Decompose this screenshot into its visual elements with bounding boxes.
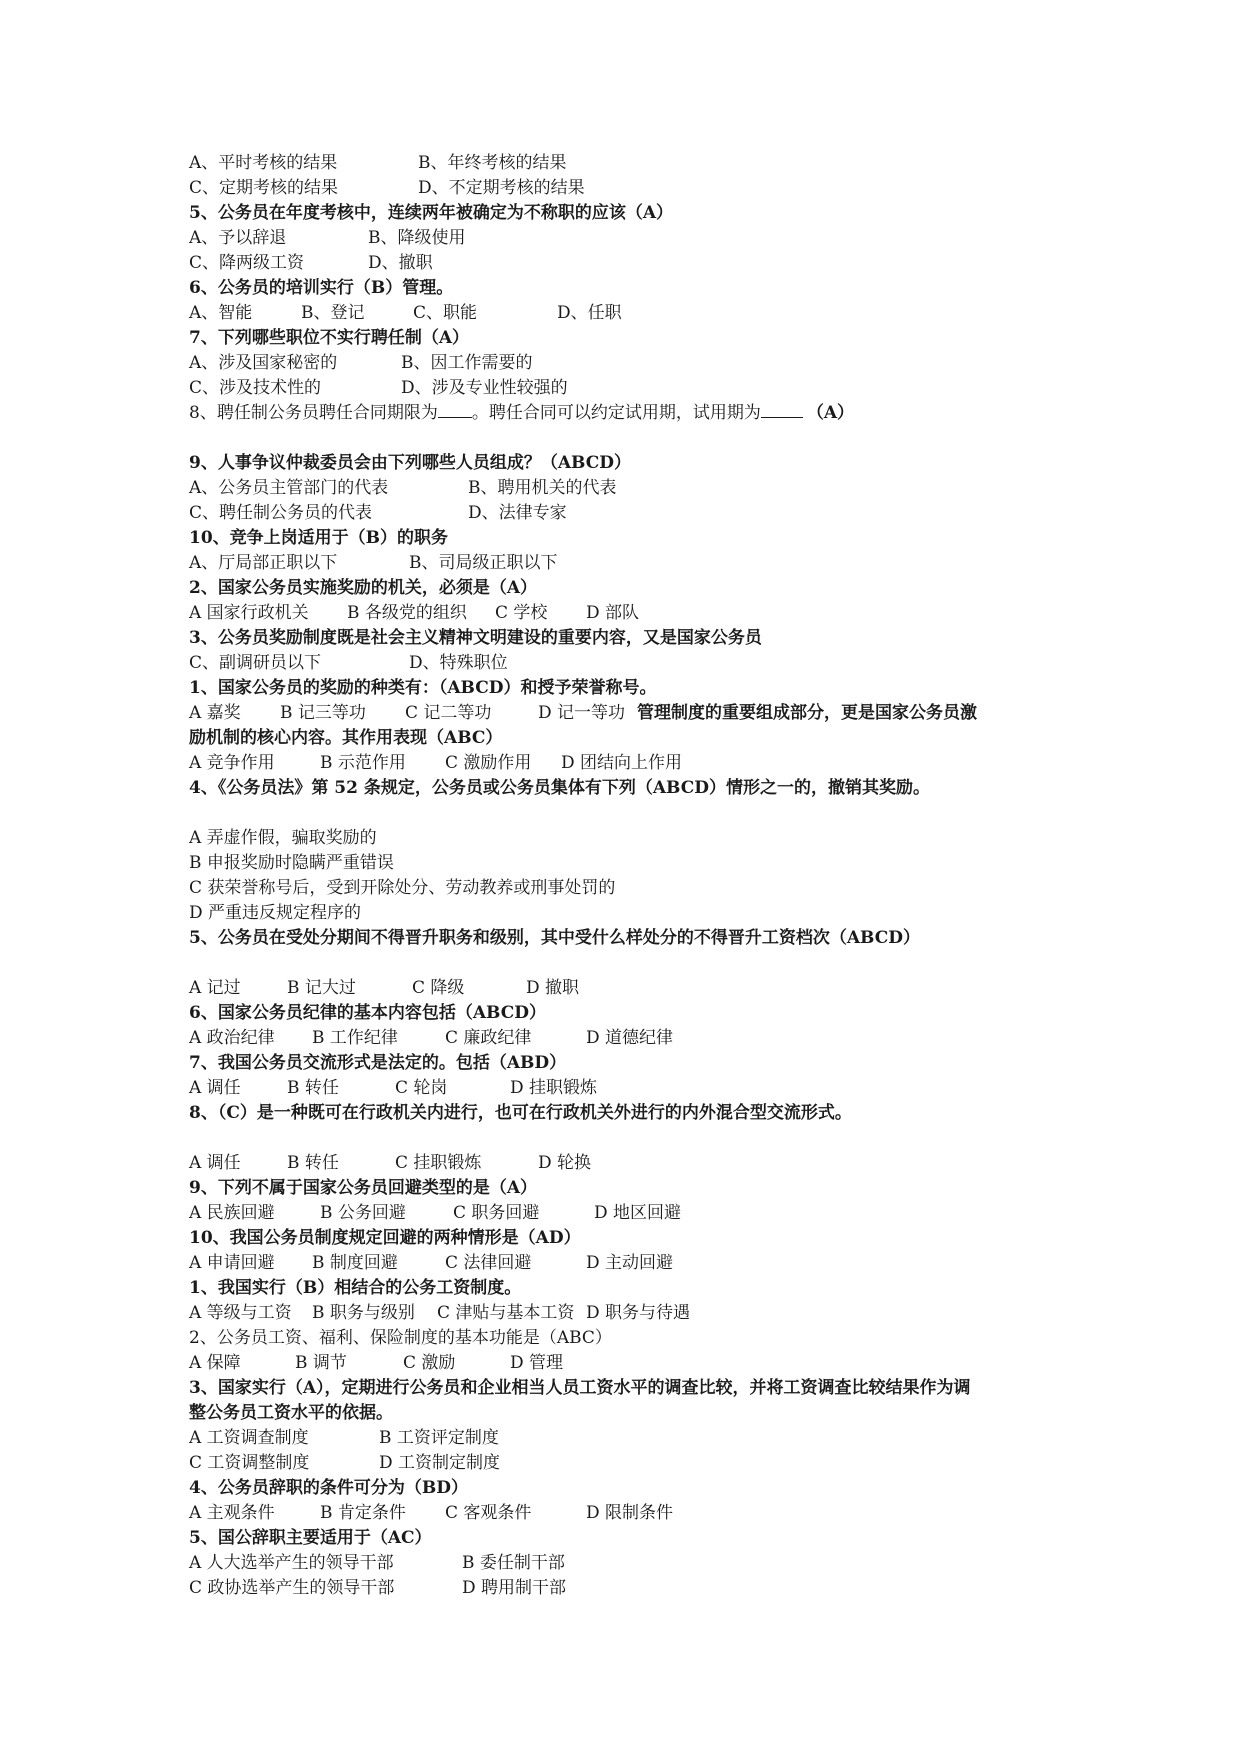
option-item: B 肯定条件 [320, 1503, 406, 1523]
options-line [189, 701, 1089, 726]
option-item: C 轮岗 [395, 1078, 448, 1098]
option-item: D、法律专家 [468, 503, 567, 523]
option-item: A、智能 [189, 303, 253, 323]
option-item: B 工作纪律 [312, 1028, 398, 1048]
options-line [189, 601, 1089, 626]
option-item: B 制度回避 [312, 1253, 398, 1273]
question-line [189, 326, 1089, 351]
question-text: 3、公务员奖励制度既是社会主义精神文明建设的重要内容，又是国家公务员 [189, 628, 762, 648]
option-item: A、厅局部正职以下 [189, 553, 338, 573]
option-item: B、登记 [301, 303, 365, 323]
option-item: D、不定期考核的结果 [418, 178, 585, 198]
question-text: 1、国家公务员的奖励的种类有：（ABCD）和授予荣誉称号。 [189, 678, 657, 698]
line-text: A 弄虚作假，骗取奖励的 [189, 828, 377, 848]
option-item: D 管理 [510, 1353, 564, 1373]
option-item: D 道德纪律 [586, 1028, 674, 1048]
option-item: B、聘用机关的代表 [468, 478, 617, 498]
options-line [189, 1301, 1089, 1326]
options-line [189, 651, 1089, 676]
question-text: 10、竞争上岗适用于（B）的职务 [189, 528, 449, 548]
option-item: D 记一等功 [538, 703, 626, 723]
options-line [189, 1426, 1089, 1451]
question-text: 6、国家公务员纪律的基本内容包括（ABCD） [189, 1003, 546, 1023]
question-line [189, 526, 1089, 551]
text-line [189, 876, 1089, 901]
option-item: D 轮换 [538, 1153, 592, 1173]
options-line [189, 376, 1089, 401]
options-line [189, 1451, 1089, 1476]
options-line [189, 1351, 1089, 1376]
question-text: 整公务员工资水平的依据。 [189, 1403, 393, 1423]
question-line [189, 1376, 1089, 1401]
option-item: B 记三等功 [280, 703, 366, 723]
option-item: C 客观条件 [445, 1503, 532, 1523]
document-body [189, 151, 1089, 1601]
option-item: D 团结向上作用 [561, 753, 683, 773]
line-text: B 申报奖励时隐瞒严重错误 [189, 853, 394, 873]
option-item: C 降级 [412, 978, 465, 998]
question-line [189, 1276, 1089, 1301]
option-item: D 撤职 [526, 978, 580, 998]
option-item: B 公务回避 [320, 1203, 406, 1223]
option-item: C 挂职锻炼 [395, 1153, 482, 1173]
blank-line [189, 951, 1089, 976]
question-text: 1、我国实行（B）相结合的公务工资制度。 [189, 1278, 522, 1298]
option-item: B、因工作需要的 [401, 353, 533, 373]
question-text: 3、国家实行（A），定期进行公务员和企业相当人员工资水平的调查比较，并将工资调查比较结果作为调 [189, 1378, 971, 1398]
option-item: B 职务与级别 [312, 1303, 415, 1323]
option-item: D 聘用制干部 [462, 1578, 567, 1598]
question-text: 9、下列不属于国家公务员回避类型的是（A） [189, 1178, 538, 1198]
option-item: B 工资评定制度 [379, 1428, 499, 1448]
question-line [189, 1101, 1089, 1126]
option-item: A 申请回避 [189, 1253, 275, 1273]
options-line [189, 226, 1089, 251]
question-line [189, 1526, 1089, 1551]
option-item: D、特殊职位 [409, 653, 508, 673]
option-item: D、涉及专业性较强的 [401, 378, 568, 398]
option-item: C 激励作用 [445, 753, 532, 773]
question-text: 7、我国公务员交流形式是法定的。包括（ABD） [189, 1053, 567, 1073]
question-text: 5、国公辞职主要适用于（AC） [189, 1528, 432, 1548]
option-item: D 职务与待遇 [586, 1303, 691, 1323]
text-line [189, 851, 1089, 876]
option-item: D 挂职锻炼 [510, 1078, 598, 1098]
option-item: D、任职 [557, 303, 622, 323]
options-line [189, 501, 1089, 526]
line-text: 2、公务员工资、福利、保险制度的基本功能是（ABC） [189, 1328, 612, 1348]
question-text: 8、（C）是一种既可在行政机关内进行，也可在行政机关外进行的内外混合型交流形式。 [189, 1103, 852, 1123]
option-item: B 转任 [287, 1153, 339, 1173]
option-item: D 工资制定制度 [379, 1453, 501, 1473]
options-line [189, 1026, 1089, 1051]
options-line [189, 1551, 1089, 1576]
text-line [189, 826, 1089, 851]
option-item: A 调任 [189, 1078, 241, 1098]
option-item: A 人大选举产生的领导干部 [189, 1553, 394, 1573]
question-line [189, 201, 1089, 226]
options-line [189, 976, 1089, 1001]
option-item: C 学校 [495, 603, 548, 623]
question-text: 。聘任合同可以约定试用期，试用期为 [471, 403, 761, 423]
blank-line [189, 426, 1089, 451]
line-text: D 严重违反规定程序的 [189, 903, 362, 923]
option-item: A、公务员主管部门的代表 [189, 478, 389, 498]
question-text: 4、公务员辞职的条件可分为（BD） [189, 1478, 468, 1498]
answer-blank [438, 403, 472, 418]
blank-line [189, 801, 1089, 826]
question-text: 7、下列哪些职位不实行聘任制（A） [189, 328, 470, 348]
options-line [189, 751, 1089, 776]
option-item: A、平时考核的结果 [189, 153, 338, 173]
question-line [189, 1226, 1089, 1251]
question-text: 2、国家公务员实施奖励的机关，必须是（A） [189, 578, 538, 598]
option-item: C 法律回避 [445, 1253, 532, 1273]
option-item: A 调任 [189, 1153, 241, 1173]
question-line [189, 926, 1089, 951]
options-line [189, 551, 1089, 576]
option-item: A 政治纪律 [189, 1028, 275, 1048]
answer-blank [761, 403, 803, 418]
question-text: 10、我国公务员制度规定回避的两种情形是（AD） [189, 1228, 581, 1248]
option-item: A 竞争作用 [189, 753, 275, 773]
option-item: B 各级党的组织 [347, 603, 467, 623]
option-item: C、副调研员以下 [189, 653, 322, 673]
question-text: 5、公务员在受处分期间不得晋升职务和级别，其中受什么样处分的不得晋升工资档次（ABCD） [189, 928, 920, 948]
option-item: A 主观条件 [189, 1503, 275, 1523]
option-item: A、予以辞退 [189, 228, 287, 248]
option-item: A、涉及国家秘密的 [189, 353, 338, 373]
options-line [189, 476, 1089, 501]
option-item: A 嘉奖 [189, 703, 241, 723]
option-item: C、聘任制公务员的代表 [189, 503, 373, 523]
blank-line [189, 1126, 1089, 1151]
option-item: C 激励 [403, 1353, 456, 1373]
question-text: 励机制的核心内容。其作用表现（ABC） [189, 728, 503, 748]
option-item: B、年终考核的结果 [418, 153, 567, 173]
option-item: A 国家行政机关 [189, 603, 309, 623]
question-line [189, 1476, 1089, 1501]
option-item: D 主动回避 [586, 1253, 674, 1273]
option-item: A 记过 [189, 978, 241, 998]
option-item: C、降两级工资 [189, 253, 305, 273]
option-item: C 工资调整制度 [189, 1453, 310, 1473]
answer-text: （A） [806, 403, 855, 423]
option-item: A 等级与工资 [189, 1303, 292, 1323]
option-item: A 保障 [189, 1353, 241, 1373]
option-item: B、降级使用 [368, 228, 466, 248]
option-item: C 职务回避 [453, 1203, 540, 1223]
question-line [189, 726, 1089, 751]
option-item: C、职能 [413, 303, 478, 323]
question-line [189, 1051, 1089, 1076]
question-line [189, 1001, 1089, 1026]
text-line [189, 1326, 1089, 1351]
options-line [189, 1076, 1089, 1101]
question-line [189, 776, 1089, 801]
question-line [189, 1401, 1089, 1426]
options-line [189, 301, 1089, 326]
options-line [189, 1201, 1089, 1226]
option-item: C 廉政纪律 [445, 1028, 532, 1048]
options-line [189, 251, 1089, 276]
option-item: A 民族回避 [189, 1203, 275, 1223]
question-text: 9、人事争议仲裁委员会由下列哪些人员组成？（ABCD） [189, 453, 631, 473]
option-item: D 限制条件 [586, 1503, 674, 1523]
options-line [189, 176, 1089, 201]
text-line [189, 901, 1089, 926]
option-item: B 记大过 [287, 978, 356, 998]
question-text: 4、《公务员法》第 52 条规定，公务员或公务员集体有下列（ABCD）情形之一的，撤销其奖励。 [189, 778, 930, 798]
question-line [189, 576, 1089, 601]
option-item: B 调节 [295, 1353, 347, 1373]
question-line [189, 1176, 1089, 1201]
question-line [189, 676, 1089, 701]
question-text: 6、公务员的培训实行（B）管理。 [189, 278, 454, 298]
option-item: B 转任 [287, 1078, 339, 1098]
option-item: D 地区回避 [594, 1203, 682, 1223]
question-text: 5、公务员在年度考核中，连续两年被确定为不称职的应该（A） [189, 203, 674, 223]
option-item: B 委任制干部 [462, 1553, 565, 1573]
option-item: C、涉及技术性的 [189, 378, 322, 398]
question-text: 8、聘任制公务员聘任合同期限为 [189, 403, 438, 423]
option-item: C 津贴与基本工资 [437, 1303, 575, 1323]
options-line [189, 1251, 1089, 1276]
option-item: D 部队 [586, 603, 640, 623]
option-item: C 政协选举产生的领导干部 [189, 1578, 395, 1598]
question-line [189, 276, 1089, 301]
options-line [189, 351, 1089, 376]
question-line [189, 626, 1089, 651]
option-item: A 工资调查制度 [189, 1428, 309, 1448]
options-line [189, 1576, 1089, 1601]
fill-in-question [189, 401, 1089, 426]
option-item: D、撤职 [368, 253, 433, 273]
option-item: B、司局级正职以下 [409, 553, 558, 573]
option-item: C、定期考核的结果 [189, 178, 339, 198]
line-text: C 获荣誉称号后，受到开除处分、劳动教养或刑事处罚的 [189, 878, 616, 898]
options-line [189, 151, 1089, 176]
question-line [189, 451, 1089, 476]
options-line [189, 1151, 1089, 1176]
option-item: C 记二等功 [405, 703, 492, 723]
option-item: B 示范作用 [320, 753, 406, 773]
continued-question-text: 管理制度的重要组成部分，更是国家公务员激 [637, 703, 977, 723]
options-line [189, 1501, 1089, 1526]
